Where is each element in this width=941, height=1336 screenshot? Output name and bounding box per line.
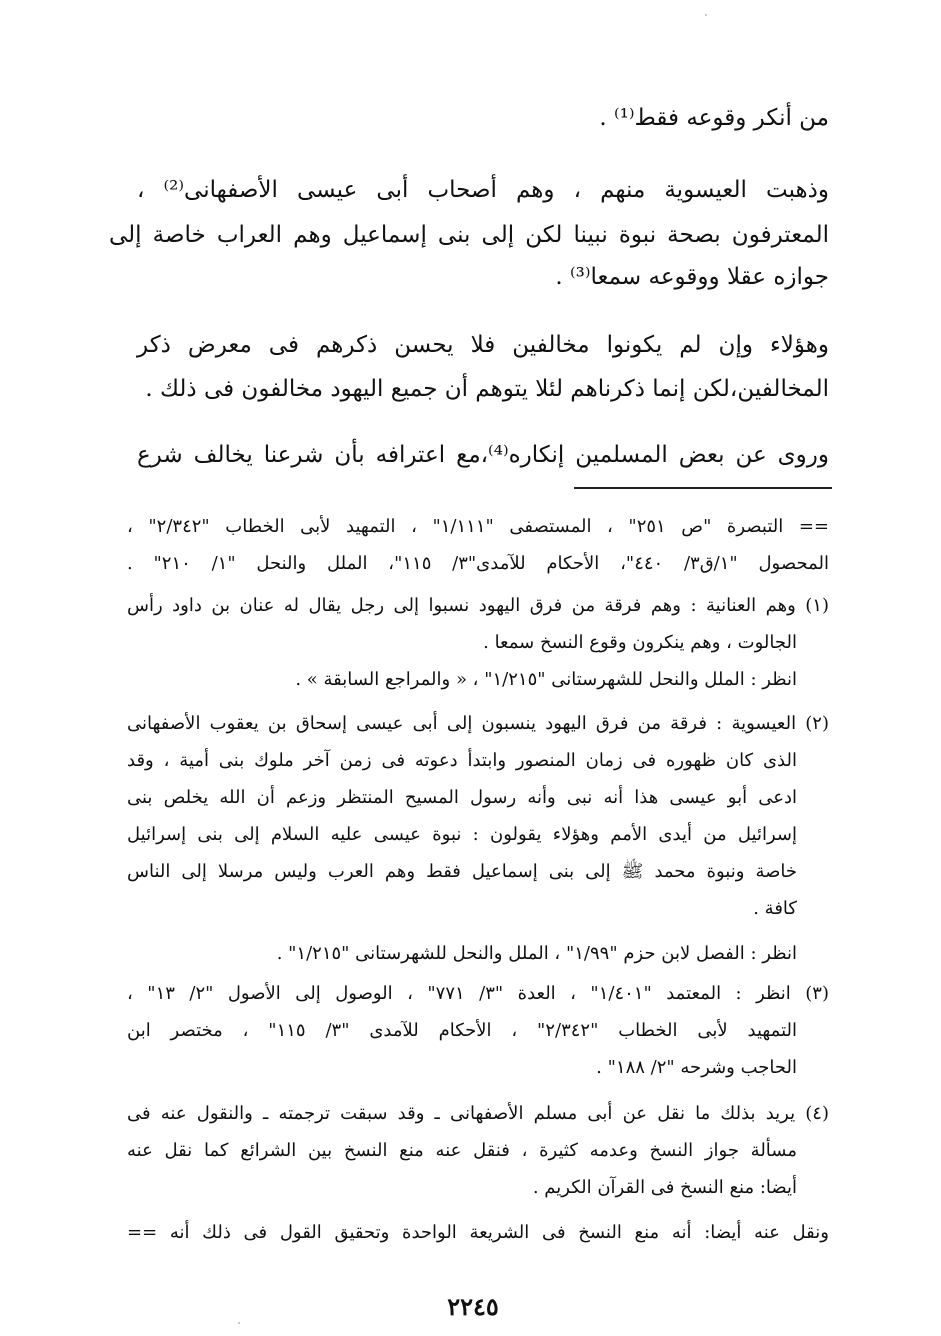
footnote-line: التمهيد لأبى الخطاب "٢/٣٤٢" ، الأحكام للآمدى "٣/ ١١٥" ، مختصر ابن <box>127 1020 797 1041</box>
footnote-line: ونقل عنه أيضا: أنه منع النسخ فى الشريعة الواحدة وتحقيق القول فى ذلك أنه == <box>127 1222 829 1243</box>
footnote-separator <box>574 487 832 489</box>
main-text-line: وروى عن بعض المسلمين إنكاره⁽⁴⁾،مع اعترافه بأن شرعنا يخالف شرع <box>137 442 830 468</box>
footnote-line: الجالوت ، وهم ينكرون وقوع النسخ سمعا . <box>483 632 797 653</box>
main-text-line: المخالفين،لكن إنما ذكرناهم لئلا يتوهم أن جميع اليهود مخالفون فى ذلك . <box>145 376 829 402</box>
footnote-line: (٢) العيسوية : فرقة من فرق اليهود ينسبون إلى أبى عيسى إسحاق بن يعقوب الأصفهانى <box>127 713 829 734</box>
footnote-line: الحاجب وشرحه "٢/ ١٨٨" . <box>596 1057 797 1078</box>
scan-speck <box>238 1322 240 1324</box>
footnote-line: كافة . <box>753 898 797 919</box>
footnote-line: خاصة ونبوة محمد ﷺ إلى بنى إسماعيل فقط وهم العرب وليس مرسلا إلى الناس <box>127 861 797 882</box>
footnote-line: أيضا: منع النسخ فى القرآن الكريم . <box>532 1177 797 1198</box>
footnote-line: انظر : الفصل لابن حزم "١/٩٩" ، الملل والنحل للشهرستانى "١/٢١٥" . <box>276 943 797 964</box>
main-text-line: المعترفون بصحة نبوة نبينا لكن إلى بنى إسماعيل وهم العراب خاصة إلى <box>109 222 829 248</box>
main-text-line: من أنكر وقوعه فقط⁽¹⁾ . <box>599 105 829 131</box>
page-number: ٢٢٤٥ <box>447 1292 499 1321</box>
footnote-line: (١) وهم العنانية : وهم فرقة من فرق اليهود نسبوا إلى رجل يقال له عنان بن داود رأس <box>127 595 829 616</box>
footnote-line: المحصول "١/ق٣/ ٤٤٠"، الأحكام للآمدى"٣/ ١١٥"، الملل والنحل "١/ ٢١٠" . <box>127 553 829 574</box>
main-text-line: وذهبت العيسوية منهم ، وهم أصحاب أبى عيسى الأصفهانى⁽²⁾ ، <box>137 177 829 203</box>
scan-speck <box>705 14 707 16</box>
main-text-line: وهؤلاء وإن لم يكونوا مخالفين فلا يحسن ذكرهم فى معرض ذكر <box>137 332 829 358</box>
footnote-line: (٣) انظر : المعتمد "١/٤٠١" ، العدة "٣/ ٧٧١" ، الوصول إلى الأصول "٢/ ١٣" ، <box>127 983 829 1004</box>
footnote-line: إسرائيل من أيدى الأمم وهؤلاء يقولون : نبوة عيسى عليه السلام إلى بنى إسرائيل <box>127 824 797 845</box>
footnote-line: (٤) يريد بذلك ما نقل عن أبى مسلم الأصفهانى ـ وقد سبقت ترجمته ـ والنقول عنه فى <box>127 1103 829 1124</box>
footnote-line: مسألة جواز النسخ وعدمه كثيرة ، فنقل عنه منع النسخ بين الشرائع كما نقل عنه <box>127 1140 797 1161</box>
footnote-line: الذى كان ظهوره فى زمان المنصور وابتدأ دعوته فى زمن آخر ملوك بنى أمية ، وقد <box>127 750 797 771</box>
footnote-line: ادعى أبو عيسى هذا أنه نبى وأنه رسول المسيح المنتظر وزعم أن الله يخلص بنى <box>127 787 797 808</box>
footnote-line: == التبصرة "ص ٢٥١" ، المستصفى "١/١١١" ، التمهيد لأبى الخطاب "٢/٣٤٢" ، <box>127 516 829 537</box>
main-text-line: جوازه عقلا ووقوعه سمعا⁽³⁾ . <box>555 264 829 290</box>
footnote-line: انظر : الملل والنحل للشهرستانى "١/٢١٥" ، « والمراجع السابقة » . <box>295 669 797 690</box>
